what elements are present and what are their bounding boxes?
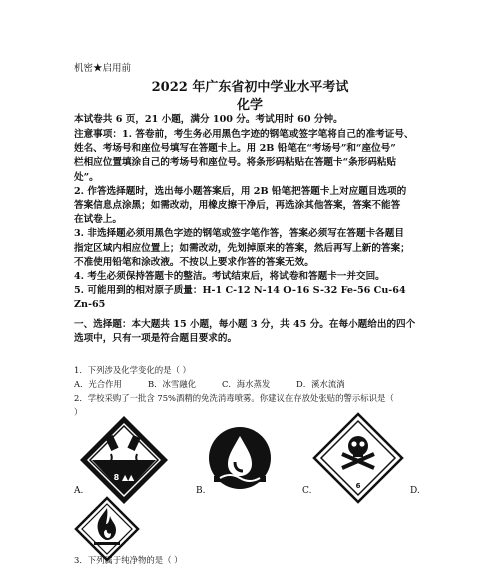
notes-block [74, 128, 434, 313]
question-3-stem: 3．下列属于纯净物的是（ ） [74, 555, 183, 565]
q1-option-c[interactable]: C．海水蒸发 [222, 379, 271, 389]
note-line: 3. 非选择题必须用黑色字迹的钢笔或签字笔作答，答案必须写在答题卡各题目 [74, 228, 404, 240]
note-line: 注意事项：1. 答卷前，考生务必用黑色字迹的钢笔或签字笔将自己的准考证号、 [74, 129, 414, 140]
secret-mark: 机密★启用前 [74, 63, 132, 74]
flammable-sign-icon [74, 496, 140, 562]
section-line: 选项中，只有一项是符合题目要求的。 [74, 333, 238, 345]
q2-label-c: C. [302, 486, 312, 496]
note-line: 在试卷上。 [74, 214, 122, 226]
note-line: 姓名、考场号和座位号填写在答题卡上。用 2B 铅笔在“考场号”和“座位号” [74, 143, 396, 155]
note-line: Zn-65 [74, 299, 106, 311]
option-b-sign[interactable] [208, 426, 272, 494]
exam-title: 2022 年广东省初中学业水平考试 [151, 80, 349, 95]
svg-text:6: 6 [355, 482, 361, 490]
question-2-stem-end: ） [74, 407, 83, 417]
q2-label-b: B. [196, 486, 206, 496]
note-line: 不准使用铅笔和涂改液。不按以上要求作答的答案无效。 [74, 256, 314, 268]
note-line: 处”。 [74, 171, 99, 183]
q2-label-d: D. [410, 486, 420, 496]
q2-label-a: A. [74, 486, 84, 496]
note-line: 5. 可能用到的相对原子质量：H-1 C-12 N-14 O-16 S-32 Fe-56 Cu-64 [74, 285, 406, 297]
question-2-stem: 2．学校采购了一批含 75%酒精的免洗消毒喷雾。你建议在存放处张贴的警示标识是（ [74, 393, 394, 403]
note-line: 2. 作答选择题时，选出每小题答案后，用 2B 铅笔把答题卡上对应题目选项的 [74, 185, 407, 197]
exam-subject: 化学 [236, 98, 263, 113]
section-line: 一、选择题：本大题共 15 小题，每小题 3 分，共 45 分。在每小题给出的四个 [74, 319, 416, 330]
section-heading [74, 318, 434, 346]
q1-option-b[interactable]: B．冰雪融化 [148, 379, 197, 389]
svg-text:8 ▲▲: 8 ▲▲ [113, 473, 135, 482]
note-line: 栏相应位置填涂自己的考场号和座位号。将条形码粘贴在答题卡“条形码粘贴 [74, 157, 397, 169]
q1-option-a[interactable]: A．光合作用 [74, 379, 122, 389]
question-1-stem: 1．下列涉及化学变化的是（ ） [74, 365, 191, 375]
corrosive-sign-icon [78, 414, 170, 506]
toxic-sign-icon [312, 412, 404, 504]
note-line: 4. 考生必须保持答题卡的整洁。考试结束后，将试卷和答题卡一并交回。 [74, 271, 385, 283]
exam-intro: 本试卷共 6 页，21 小题，满分 100 分。考试用时 60 分钟。 [74, 114, 343, 125]
option-c-sign[interactable] [312, 412, 404, 508]
drop-sign-icon [208, 426, 272, 490]
note-line: 答案信息点涂黑；如需改动，用橡皮擦干净后，再选涂其他答案，答案不能答 [74, 200, 401, 212]
q1-option-d[interactable]: D．溪水流淌 [296, 379, 345, 389]
note-line: 指定区域内相应位置上；如需改动，先划掉原来的答案，然后再写上新的答案； [74, 242, 410, 254]
